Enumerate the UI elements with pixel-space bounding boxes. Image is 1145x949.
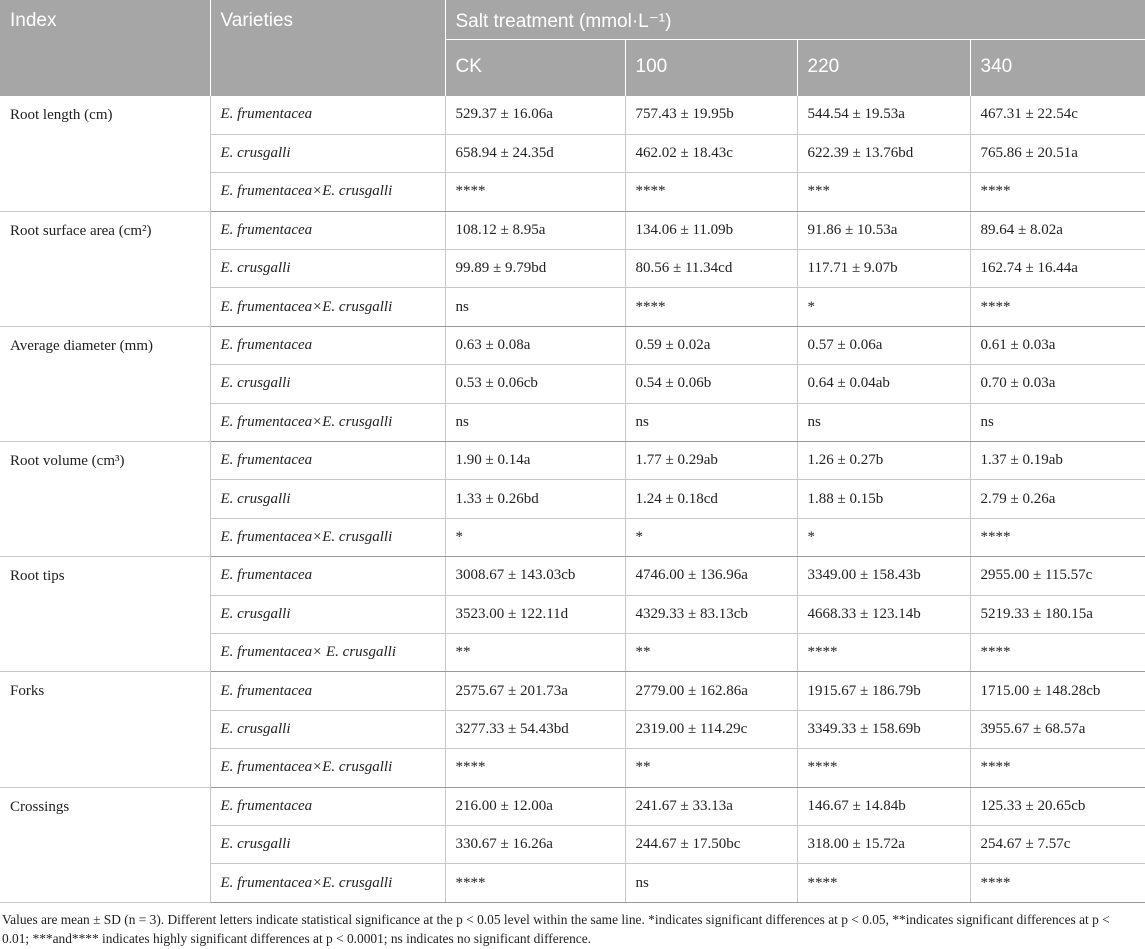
table-row — [0, 442, 1145, 480]
value-cell: ns — [797, 403, 970, 441]
index-cell: Average diameter (mm) — [0, 326, 210, 441]
value-cell: 1.77 ± 0.29ab — [625, 442, 797, 480]
value-cell: 216.00 ± 12.00a — [445, 787, 625, 825]
table-row — [0, 326, 1145, 364]
value-cell: 241.67 ± 33.13a — [625, 787, 797, 825]
header-level-220: 220 — [797, 39, 970, 96]
variety-cell: E. frumentacea — [210, 442, 445, 480]
value-cell: 0.70 ± 0.03a — [970, 365, 1145, 403]
value-cell: 146.67 ± 14.84b — [797, 787, 970, 825]
index-cell: Forks — [0, 672, 210, 787]
value-cell: 2319.00 ± 114.29c — [625, 710, 797, 748]
value-cell: 1.26 ± 0.27b — [797, 442, 970, 480]
variety-cell: E. frumentacea — [210, 787, 445, 825]
index-cell: Root volume (cm³) — [0, 442, 210, 557]
value-cell: **** — [797, 749, 970, 787]
variety-cell: E. frumentacea×E. crusgalli — [210, 173, 445, 211]
variety-cell: E. crusgalli — [210, 710, 445, 748]
header-level-340: 340 — [970, 39, 1145, 96]
value-cell: 3277.33 ± 54.43bd — [445, 710, 625, 748]
value-cell: 89.64 ± 8.02a — [970, 211, 1145, 249]
value-cell: 134.06 ± 11.09b — [625, 211, 797, 249]
value-cell: **** — [970, 633, 1145, 671]
variety-cell: E. frumentacea×E. crusgalli — [210, 518, 445, 556]
value-cell: **** — [797, 864, 970, 902]
value-cell: * — [445, 518, 625, 556]
variety-cell: E. frumentacea — [210, 211, 445, 249]
value-cell: 162.74 ± 16.44a — [970, 250, 1145, 288]
table-row — [0, 557, 1145, 595]
header-level-ck: CK — [445, 39, 625, 96]
variety-cell: E. frumentacea×E. crusgalli — [210, 403, 445, 441]
value-cell: 0.57 ± 0.06a — [797, 326, 970, 364]
value-cell: **** — [970, 288, 1145, 326]
value-cell: **** — [625, 173, 797, 211]
value-cell: 1.88 ± 0.15b — [797, 480, 970, 518]
value-cell: 0.64 ± 0.04ab — [797, 365, 970, 403]
variety-cell: E. crusgalli — [210, 480, 445, 518]
value-cell: 1715.00 ± 148.28cb — [970, 672, 1145, 710]
value-cell: 2575.67 ± 201.73a — [445, 672, 625, 710]
table-footnote: Values are mean ± SD (n = 3). Different letters indicate statistical significance at the p < 0.05 level within the same line. *indicates significant differences at p < 0.05, **indicates significant differences at p < 0.01; ***and**** indicates highly significant differences at p < 0.0001; ns indicates no significant difference. — [2, 912, 1110, 946]
value-cell: **** — [970, 864, 1145, 902]
value-cell: **** — [445, 173, 625, 211]
table-row — [0, 672, 1145, 710]
value-cell: 1.37 ± 0.19ab — [970, 442, 1145, 480]
value-cell: **** — [625, 288, 797, 326]
variety-cell: E. frumentacea×E. crusgalli — [210, 288, 445, 326]
value-cell: 108.12 ± 8.95a — [445, 211, 625, 249]
value-cell: 3008.67 ± 143.03cb — [445, 557, 625, 595]
index-cell: Root surface area (cm²) — [0, 211, 210, 326]
variety-cell: E. frumentacea×E. crusgalli — [210, 864, 445, 902]
value-cell: ns — [445, 288, 625, 326]
value-cell: 4746.00 ± 136.96a — [625, 557, 797, 595]
value-cell: ns — [625, 864, 797, 902]
header-varieties: Varieties — [210, 0, 445, 96]
value-cell: 0.63 ± 0.08a — [445, 326, 625, 364]
variety-cell: E. crusgalli — [210, 825, 445, 863]
value-cell: 1.90 ± 0.14a — [445, 442, 625, 480]
value-cell: 318.00 ± 15.72a — [797, 825, 970, 863]
table-row — [0, 211, 1145, 249]
value-cell: 80.56 ± 11.34cd — [625, 250, 797, 288]
value-cell: **** — [445, 749, 625, 787]
value-cell: ** — [625, 633, 797, 671]
value-cell: 4329.33 ± 83.13cb — [625, 595, 797, 633]
value-cell: 658.94 ± 24.35d — [445, 134, 625, 172]
header-level-100: 100 — [625, 39, 797, 96]
value-cell: 1915.67 ± 186.79b — [797, 672, 970, 710]
value-cell: 622.39 ± 13.76bd — [797, 134, 970, 172]
value-cell: 757.43 ± 19.95b — [625, 96, 797, 134]
value-cell: 2955.00 ± 115.57c — [970, 557, 1145, 595]
value-cell: 3523.00 ± 122.11d — [445, 595, 625, 633]
value-cell: 1.33 ± 0.26bd — [445, 480, 625, 518]
table-row — [0, 787, 1145, 825]
index-cell: Crossings — [0, 787, 210, 902]
value-cell: * — [625, 518, 797, 556]
index-cell: Root length (cm) — [0, 96, 210, 211]
table-row — [0, 96, 1145, 134]
value-cell: ns — [445, 403, 625, 441]
value-cell: 467.31 ± 22.54c — [970, 96, 1145, 134]
variety-cell: E. frumentacea — [210, 557, 445, 595]
value-cell: 544.54 ± 19.53a — [797, 96, 970, 134]
value-cell: ** — [445, 633, 625, 671]
variety-cell: E. frumentacea×E. crusgalli — [210, 749, 445, 787]
value-cell: 91.86 ± 10.53a — [797, 211, 970, 249]
header-index: Index — [0, 0, 210, 96]
value-cell: 3349.00 ± 158.43b — [797, 557, 970, 595]
value-cell: **** — [970, 173, 1145, 211]
variety-cell: E. frumentacea× E. crusgalli — [210, 633, 445, 671]
variety-cell: E. frumentacea — [210, 96, 445, 134]
value-cell: 2.79 ± 0.26a — [970, 480, 1145, 518]
value-cell: 462.02 ± 18.43c — [625, 134, 797, 172]
variety-cell: E. frumentacea — [210, 672, 445, 710]
value-cell: 125.33 ± 20.65cb — [970, 787, 1145, 825]
value-cell: 1.24 ± 0.18cd — [625, 480, 797, 518]
variety-cell: E. crusgalli — [210, 134, 445, 172]
value-cell: * — [797, 518, 970, 556]
index-cell: Root tips — [0, 557, 210, 672]
value-cell: 765.86 ± 20.51a — [970, 134, 1145, 172]
value-cell: ** — [625, 749, 797, 787]
variety-cell: E. crusgalli — [210, 365, 445, 403]
value-cell: 99.89 ± 9.79bd — [445, 250, 625, 288]
value-cell: 3955.67 ± 68.57a — [970, 710, 1145, 748]
value-cell: 254.67 ± 7.57c — [970, 825, 1145, 863]
value-cell: 529.37 ± 16.06a — [445, 96, 625, 134]
value-cell: *** — [797, 173, 970, 211]
value-cell: ns — [970, 403, 1145, 441]
value-cell: **** — [797, 633, 970, 671]
table-header — [0, 0, 1145, 96]
value-cell: **** — [445, 864, 625, 902]
value-cell: **** — [970, 749, 1145, 787]
value-cell: 117.71 ± 9.07b — [797, 250, 970, 288]
value-cell: 4668.33 ± 123.14b — [797, 595, 970, 633]
value-cell: ns — [625, 403, 797, 441]
value-cell: 0.54 ± 0.06b — [625, 365, 797, 403]
value-cell: 244.67 ± 17.50bc — [625, 825, 797, 863]
value-cell: * — [797, 288, 970, 326]
variety-cell: E. frumentacea — [210, 326, 445, 364]
value-cell: 0.53 ± 0.06cb — [445, 365, 625, 403]
variety-cell: E. crusgalli — [210, 250, 445, 288]
value-cell: 0.59 ± 0.02a — [625, 326, 797, 364]
value-cell: **** — [970, 518, 1145, 556]
header-salt-treatment: Salt treatment (mmol·L⁻¹) — [445, 0, 1145, 39]
table-body — [0, 96, 1145, 902]
value-cell: 330.67 ± 16.26a — [445, 825, 625, 863]
value-cell: 3349.33 ± 158.69b — [797, 710, 970, 748]
variety-cell: E. crusgalli — [210, 595, 445, 633]
value-cell: 0.61 ± 0.03a — [970, 326, 1145, 364]
value-cell: 5219.33 ± 180.15a — [970, 595, 1145, 633]
value-cell: 2779.00 ± 162.86a — [625, 672, 797, 710]
